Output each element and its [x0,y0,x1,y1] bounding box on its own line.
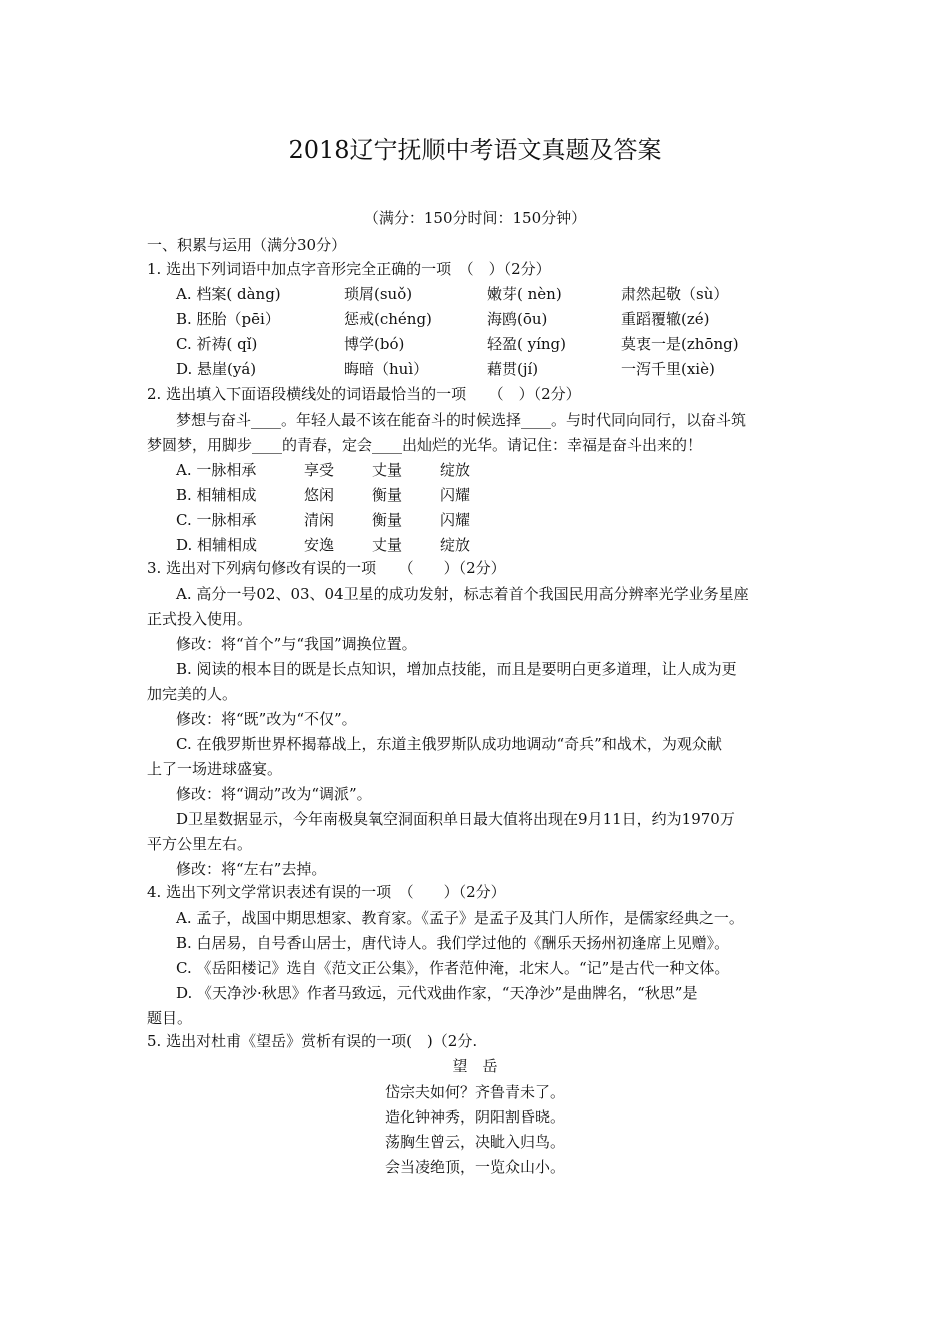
q4-option-c: C. 《岳阳楼记》选自《范文正公集》，作者范仲淹，北宋人。“记”是古代一种文体。 [176,959,730,977]
q2-a-4: 绽放 [440,461,471,479]
q2-c-4: 闪耀 [440,511,471,529]
q2-option-b [176,485,470,505]
q2-stem: 2. 选出填入下面语段横线处的词语最恰当的一项 （ ）（2分） [147,385,581,403]
q1-a-2: 琐屑(suǒ) [344,285,413,303]
q3-b-line1: B. 阅读的根本目的既是长点知识，增加点技能，而且是要明白更多道理，让人成为更 [176,660,737,678]
q3-a-line2: 正式投入使用。 [147,610,253,628]
q1-a-4: 肃然起敬（sù） [621,285,729,303]
q2-passage-line2: 梦圆梦，用脚步____的青春，定会____出灿烂的光华。请记住：幸福是奋斗出来的！ [147,436,703,454]
q2-c-2: 清闲 [304,511,335,529]
poem-line: 荡胸生曾云，决眦入归鸟。 [384,1133,565,1151]
q2-passage-line1: 梦想与奋斗____。年轻人最不该在能奋斗的时候选择____。与时代同向同行，以奋斗筑 [176,411,747,429]
q1-d-3: 藉贯(jí) [487,360,539,378]
q3-c-fix: 修改：将“调动”改为“调派”。 [176,785,372,803]
q2-option-a [176,460,470,480]
q1-d-2: 晦暗（huì） [344,360,429,378]
q1-option-b [176,309,709,329]
q2-b-1: B. 相辅相成 [176,486,257,504]
q4-stem: 4. 选出下列文学常识表述有误的一项 （ ）（2分） [147,883,506,901]
q3-c-line1: C. 在俄罗斯世界杯揭幕战上，东道主俄罗斯队成功地调动“奇兵”和战术，为观众献 [176,735,722,753]
q3-a-fix: 修改：将“首个”与“我国”调换位置。 [176,635,417,653]
q3-b-line2: 加完美的人。 [147,685,238,703]
q2-d-2: 安逸 [304,536,335,554]
q1-d-4: 一泻千里(xiè) [621,360,715,378]
q1-stem: 1. 选出下列词语中加点字音形完全正确的一项 （ ）（2分） [147,260,551,278]
q2-option-d [176,535,470,555]
q1-b-1: B. 胚胎（pēi） [176,310,280,328]
q2-b-4: 闪耀 [440,486,471,504]
q2-a-1: A. 一脉相承 [176,461,257,479]
q4-option-a: A. 孟子，战国中期思想家、教育家。《孟子》是孟子及其门人所作，是儒家经典之一。 [176,909,744,927]
q2-a-3: 丈量 [372,461,403,479]
q4-option-d-line2: 题目。 [147,1009,193,1027]
q1-option-a [176,284,728,304]
q3-stem: 3. 选出对下列病句修改有误的一项 （ ）（2分） [147,559,506,577]
q4-option-d-line1: D. 《天净沙·秋思》作者马致远，元代戏曲作家，“天净沙”是曲牌名，“秋思”是 [176,984,698,1002]
q1-option-c [176,334,739,354]
q2-d-3: 丈量 [372,536,403,554]
q2-b-2: 悠闲 [304,486,335,504]
q4-option-b: B. 白居易，自号香山居士，唐代诗人。我们学过他的《酬乐天扬州初逢席上见赠》。 [176,934,730,952]
q2-c-1: C. 一脉相承 [176,511,257,529]
q2-a-2: 享受 [304,461,335,479]
q1-b-4: 重蹈覆辙(zé) [621,310,710,328]
page-title: 2018辽宁抚顺中考语文真题及答案 [288,136,662,164]
poem-line: 岱宗夫如何？齐鲁青未了。 [384,1083,565,1101]
q1-a-3: 嫩芽( nèn) [487,285,562,303]
q1-option-d [176,359,715,379]
q1-c-4: 莫衷一是(zhōng) [621,335,739,353]
q3-a-line1: A. 高分一号02、03、04卫星的成功发射，标志着首个我国民用高分辨率光学业务星座 [176,585,749,603]
poem-title: 望 岳 [452,1057,498,1075]
q2-c-3: 衡量 [372,511,403,529]
q1-a-1: A. 档案( dàng) [176,285,281,303]
q3-d-fix: 修改：将“左右”去掉。 [176,860,327,878]
q1-c-1: C. 祈祷( qǐ) [176,335,258,353]
q1-b-3: 海鸥(ōu) [487,310,548,328]
q1-d-1: D. 悬崖(yá) [176,360,257,378]
score-time-note: （满分：150分时间：150分钟） [363,209,587,227]
q1-c-3: 轻盈( yíng) [487,335,567,353]
q3-c-line2: 上了一场进球盛宴。 [147,760,283,778]
poem-line: 造化钟神秀，阴阳割昏晓。 [384,1108,565,1126]
q3-b-fix: 修改：将“既”改为“不仅”。 [176,710,357,728]
q1-b-2: 惩戒(chéng) [344,310,432,328]
q5-stem: 5. 选出对杜甫《望岳》赏析有误的一项( )（2分. [147,1032,478,1050]
q2-option-c [176,510,470,530]
poem-line: 会当凌绝顶，一览众山小。 [384,1158,565,1176]
q2-d-1: D. 相辅相成 [176,536,258,554]
q3-d-line2: 平方公里左右。 [147,835,253,853]
q2-b-3: 衡量 [372,486,403,504]
section-heading: 一、积累与运用（满分30分） [147,236,347,254]
q3-d-line1: D卫星数据显示，今年南极臭氧空洞面积单日最大值将出现在9月11日，约为1970万 [176,810,735,828]
q1-c-2: 博学(bó) [344,335,405,353]
q2-d-4: 绽放 [440,536,471,554]
